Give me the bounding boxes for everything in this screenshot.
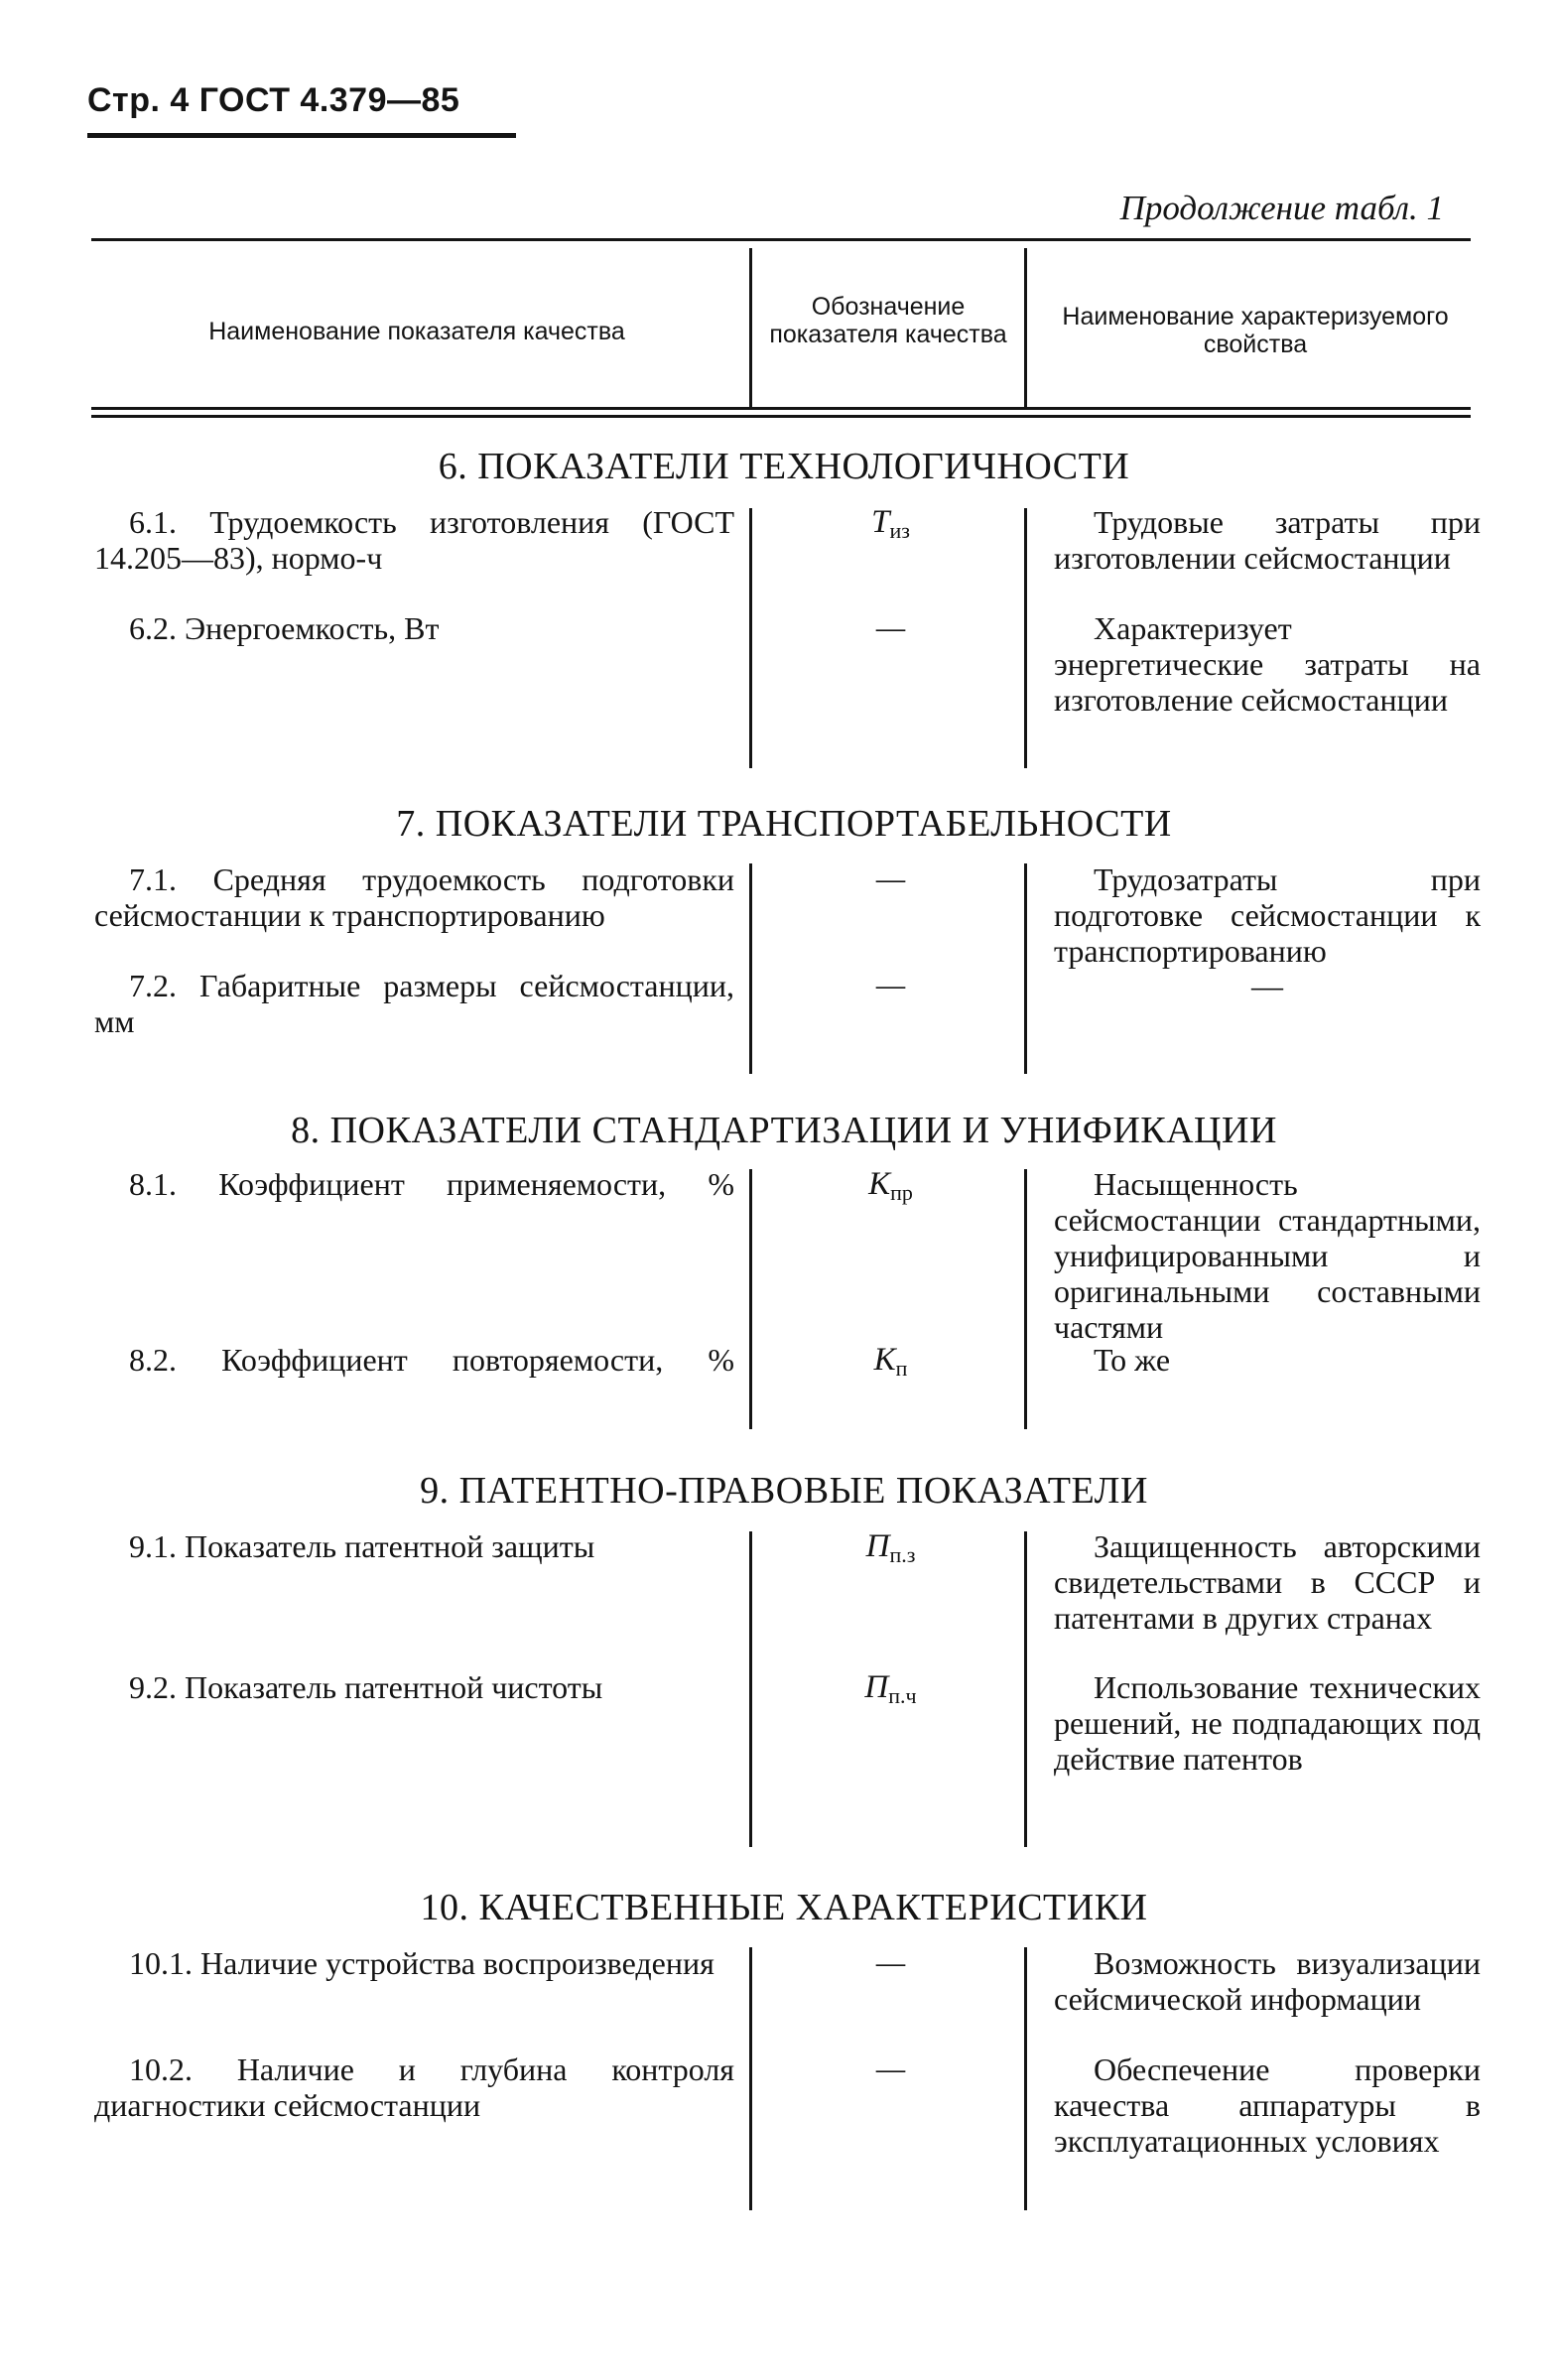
column-divider: [1024, 1947, 1027, 2210]
table-head-rule-1: [91, 407, 1471, 410]
indicator-name: 8.2. Коэффициент повторяемости, %: [129, 1342, 734, 1378]
indicator-name: 10.1. Наличие устройства воспроизведения: [129, 1945, 714, 1981]
table-continuation-label: Продолжение табл. 1: [1119, 189, 1444, 227]
property-description: Характеризует энергетические затраты на изготовление сейсмостанции: [1054, 610, 1481, 718]
column-divider: [749, 508, 752, 768]
indicator-code: $К_{пр}$: [868, 1166, 913, 1205]
indicator-name: 6.2. Энергоемкость, Вт: [129, 610, 440, 646]
column-divider: [749, 1947, 752, 2210]
column-divider: [1024, 508, 1027, 768]
property-description: Возможность визуализации сейсмической информации: [1054, 1945, 1481, 2017]
property-description: То же: [1094, 1342, 1171, 1378]
property-description: Трудовые затраты при изготовлении сейсмостанции: [1054, 504, 1481, 576]
property-description: Обеспечение проверки качества аппаратуры в эксплуатационных условиях: [1054, 2051, 1481, 2159]
page-header: Стр. 4 ГОСТ 4.379—85: [87, 81, 460, 119]
indicator-name: 10.2. Наличие и глубина контроля диагностики сейсмостанции: [94, 2051, 734, 2123]
indicator-code: —: [875, 1945, 906, 1981]
column-divider: [749, 863, 752, 1074]
section-title: 6. ПОКАЗАТЕЛИ ТЕХНОЛОГИЧНОСТИ: [438, 446, 1130, 487]
column-header-code: Обозначение показателя качества: [769, 293, 1007, 348]
indicator-code: —: [875, 2051, 906, 2087]
section-title: 10. КАЧЕСТВЕННЫЕ ХАРАКТЕРИСТИКИ: [420, 1887, 1148, 1928]
section-title: 7. ПОКАЗАТЕЛИ ТРАНСПОРТАБЕЛЬНОСТИ: [396, 803, 1172, 845]
indicator-code: $Т_{из}$: [871, 504, 910, 543]
indicator-name: 9.2. Показатель патентной чистоты: [129, 1669, 603, 1705]
indicator-code: —: [875, 968, 906, 1003]
column-divider: [749, 1169, 752, 1429]
column-divider: [1024, 1169, 1027, 1429]
column-divider: [1024, 1531, 1027, 1847]
header-rule: [87, 133, 516, 138]
property-description: Защищенность авторскими свидетельствами в СССР и патентами в других странах: [1054, 1528, 1481, 1636]
column-divider: [1024, 863, 1027, 1074]
table-top-rule: [91, 238, 1471, 241]
indicator-code: $П_{п.з}$: [865, 1528, 916, 1567]
indicator-code: —: [875, 610, 906, 646]
column-header-name: Наименование показателя качества: [208, 318, 625, 345]
property-description: Насыщенность сейсмостанции стандартными, унифицированными и оригинальными составными частями: [1054, 1166, 1481, 1345]
indicator-name: 9.1. Показатель патентной защиты: [129, 1528, 595, 1564]
indicator-code: —: [875, 861, 906, 897]
indicator-name: 7.1. Средняя трудоемкость подготовки сейсмостанции к транспортированию: [94, 861, 734, 933]
table-head-rule-2: [91, 415, 1471, 418]
section-title: 9. ПАТЕНТНО-ПРАВОВЫЕ ПОКАЗАТЕЛИ: [420, 1470, 1148, 1512]
property-description: Использование технических решений, не подпадающих под действие патентов: [1054, 1669, 1481, 1777]
indicator-name: 8.1. Коэффициент применяемости, %: [129, 1166, 734, 1202]
property-description: Трудозатраты при подготовке сейсмостанции к транспортированию: [1054, 861, 1481, 969]
section-title: 8. ПОКАЗАТЕЛИ СТАНДАРТИЗАЦИИ И УНИФИКАЦИИ: [291, 1110, 1277, 1151]
column-header-property: Наименование характеризуемого свойства: [1062, 303, 1449, 358]
column-divider-head-1: [749, 248, 752, 407]
column-divider-head-2: [1024, 248, 1027, 407]
column-divider: [749, 1531, 752, 1847]
indicator-code: $П_{п.ч}$: [864, 1669, 917, 1708]
property-description: —: [1251, 968, 1283, 1003]
indicator-name: 7.2. Габаритные размеры сейсмостанции, мм: [94, 968, 734, 1039]
indicator-name: 6.1. Трудоемкость изготовления (ГОСТ 14.205—83), нормо-ч: [94, 504, 734, 576]
indicator-code: $К_п$: [873, 1342, 908, 1381]
